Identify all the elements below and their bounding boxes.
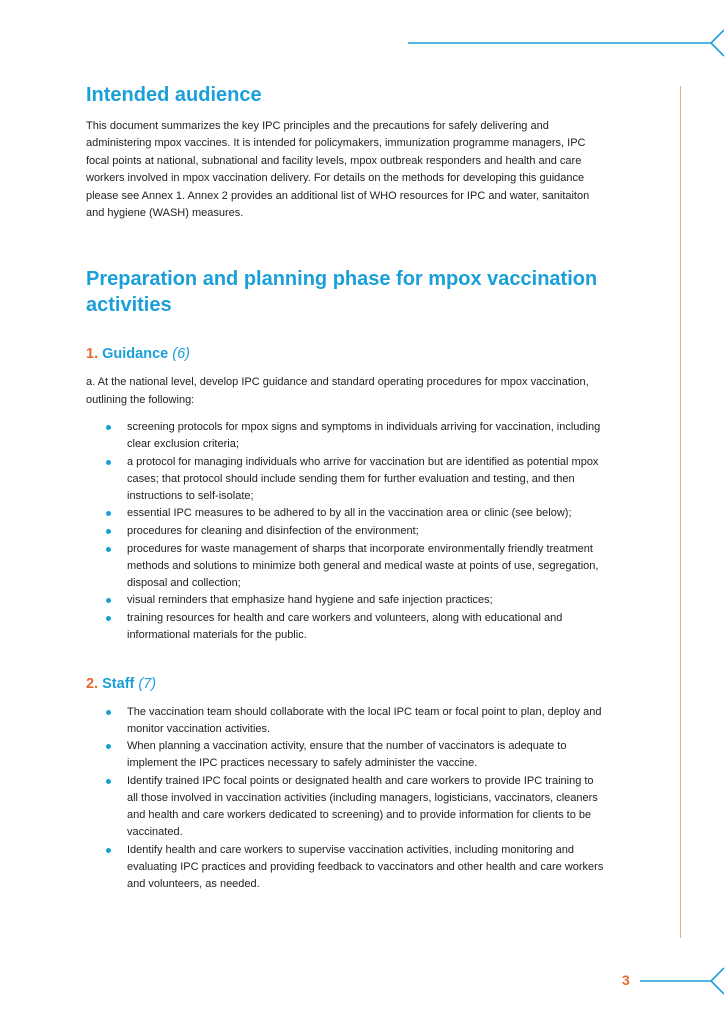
bullet-icon xyxy=(106,744,111,749)
page-content xyxy=(86,78,606,893)
staff-title: Staff xyxy=(102,675,135,692)
list-item: Identify health and care workers to supervise vaccination activities, including monitoring and evaluating IPC practices and providing feedback to vaccinators and other health and care workers and volunteers, as needed. xyxy=(86,842,606,893)
list-item: screening protocols for mpox signs and symptoms in individuals arriving for vaccination, including clear exclusion criteria; xyxy=(86,419,606,453)
bullet-icon xyxy=(106,616,111,621)
guidance-title: Guidance xyxy=(102,346,169,363)
list-item: procedures for cleaning and disinfection of the environment; xyxy=(86,523,606,540)
guidance-intro: a. At the national level, develop IPC guidance and standard operating procedures for mpox vaccination, outlining the following: xyxy=(86,376,589,406)
guidance-reference: (6) xyxy=(172,346,190,363)
side-margin-rule xyxy=(680,86,681,938)
audience-paragraph: This document summarizes the key IPC principles and the precautions for safely delivering and administering mpox vaccines. It is intended for policymakers, immunization programme managers, IPC focal points at national, subnational and facility levels, mpox outbreak responders and health and care workers involved in mpox vaccination delivery. For details on the methods for developing this guidance please see Annex 1. Annex 2 provides an additional list of WHO resources for IPC and water, sanitaiton and hygiene (WASH) measures. xyxy=(86,120,590,220)
list-item: Identify trained IPC focal points or designated health and care workers to provide IPC training to all those involved in vaccination activities (including managers, logisticians, vaccinators, cleaners and health and care workers dedicated to screening) and to provide information for clients to be vaccinated. xyxy=(86,773,606,841)
list-item: essential IPC measures to be adhered to by all in the vaccination area or clinic (see below); xyxy=(86,505,606,522)
list-item: training resources for health and care workers and volunteers, along with educational and informational materials for the public. xyxy=(86,610,606,644)
bullet-icon xyxy=(106,425,111,430)
bullet-icon xyxy=(106,598,111,603)
heading-preparation-planning: Preparation and planning phase for mpox vaccination activities xyxy=(86,268,598,317)
list-item: visual reminders that emphasize hand hygiene and safe injection practices; xyxy=(86,592,606,609)
bullet-icon xyxy=(106,848,111,853)
bullet-icon xyxy=(106,529,111,534)
list-item: a protocol for managing individuals who arrive for vaccination but are identified as potential mpox cases; that protocol should include sending them for further evaluation and testing, and then instructions to self-isolate; xyxy=(86,454,606,505)
list-item: When planning a vaccination activity, ensure that the number of vaccinators is adequate to implement the IPC practices necessary to safely administer the vaccine. xyxy=(86,738,606,772)
heading-intended-audience: Intended audience xyxy=(86,84,262,106)
heading-staff xyxy=(86,674,606,694)
guidance-number: 1. xyxy=(86,346,99,363)
staff-list xyxy=(86,704,606,893)
guidance-list xyxy=(86,419,606,644)
header-decoration xyxy=(0,0,724,90)
list-item: The vaccination team should collaborate with the local IPC team or focal point to plan, deploy and monitor vaccination activities. xyxy=(86,704,606,738)
bullet-icon xyxy=(106,547,111,552)
page-number: 3 xyxy=(622,972,630,988)
bullet-icon xyxy=(106,710,111,715)
list-item: procedures for waste management of sharps that incorporate environmentally friendly treatment methods and solutions to minimize both general and medical waste at points of use, segregation, disposal and collection; xyxy=(86,541,606,592)
bullet-icon xyxy=(106,511,111,516)
footer-decoration xyxy=(0,950,724,1010)
staff-reference: (7) xyxy=(138,675,157,692)
heading-guidance xyxy=(86,344,606,364)
bullet-icon xyxy=(106,779,111,784)
staff-number: 2. xyxy=(86,675,99,692)
bullet-icon xyxy=(106,460,111,465)
